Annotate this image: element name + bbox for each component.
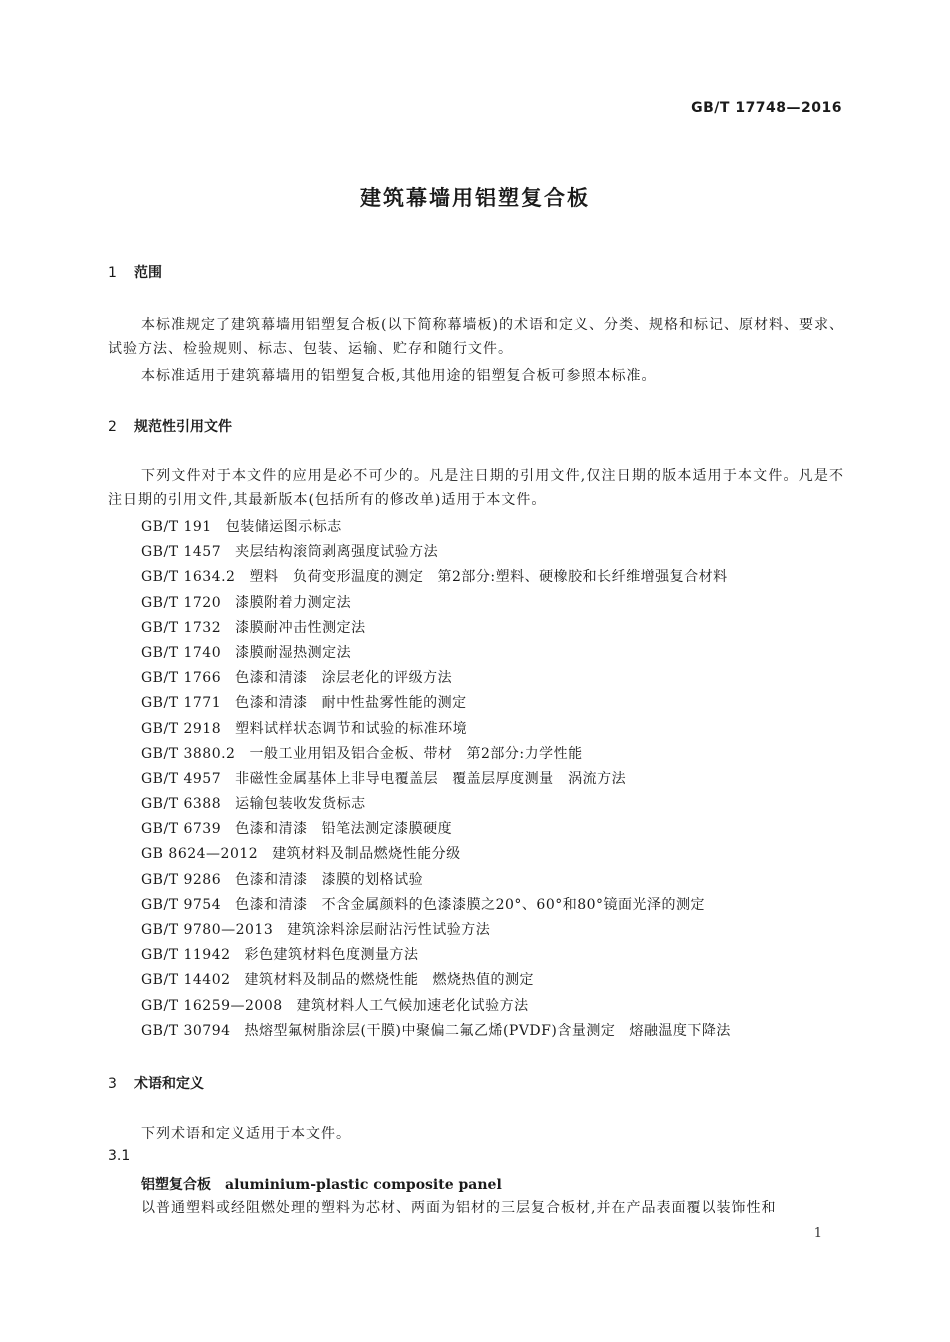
section-1-paragraph-1: 本标准规定了建筑幕墙用铝塑复合板(以下简称幕墙板)的术语和定义、分类、规格和标记、原材料、要求、试验方法、检验规则、标志、包装、运输、贮存和随行文件。 <box>108 317 844 357</box>
reference-code: GB/T 2918 <box>141 720 222 737</box>
reference-item <box>141 994 841 1019</box>
section-1-heading <box>108 262 162 282</box>
reference-code: GB/T 1766 <box>141 670 222 687</box>
section-1-paragraph-2: 本标准适用于建筑幕墙用的铝塑复合板,其他用途的铝塑复合板可参照本标准。 <box>141 368 657 384</box>
page-number: 1 <box>813 1226 822 1241</box>
reference-title: 热熔型氟树脂涂层(干膜)中聚偏二氟乙烯(PVDF)含量测定 <box>244 1022 616 1039</box>
reference-title: 建筑材料及制品的燃烧性能 <box>244 972 419 989</box>
reference-code: GB/T 1740 <box>141 644 222 661</box>
reference-title: 建筑材料人工气候加速老化试验方法 <box>296 997 529 1014</box>
reference-code: GB/T 4957 <box>141 770 222 787</box>
reference-title: 漆膜附着力测定法 <box>235 594 352 611</box>
reference-item <box>141 968 841 993</box>
section-3-heading <box>108 1073 204 1093</box>
reference-subtitle: 覆盖层厚度测量 涡流方法 <box>452 770 627 787</box>
term-number: 3.1 <box>108 1148 131 1164</box>
term-chinese: 铝塑复合板 <box>141 1177 211 1193</box>
reference-item <box>141 591 841 616</box>
reference-code: GB/T 14402 <box>141 972 231 989</box>
reference-subtitle: 漆膜的划格试验 <box>321 871 424 888</box>
term-heading <box>141 1174 502 1194</box>
reference-item <box>141 842 841 867</box>
reference-item <box>141 893 841 918</box>
reference-item <box>141 918 841 943</box>
section-title: 范围 <box>134 265 162 281</box>
reference-item <box>141 691 841 716</box>
section-2-heading <box>108 416 232 436</box>
reference-item <box>141 717 841 742</box>
reference-item <box>141 792 841 817</box>
reference-list <box>141 515 841 1044</box>
reference-subtitle: 第2部分:力学性能 <box>466 745 583 762</box>
reference-code: GB/T 9780—2013 <box>141 922 274 938</box>
reference-title: 色漆和清漆 <box>235 670 308 687</box>
reference-subtitle: 熔融温度下降法 <box>629 1022 731 1039</box>
term-english: aluminium-plastic composite panel <box>225 1177 502 1193</box>
reference-code: GB/T 6388 <box>141 796 222 813</box>
section-3-intro: 下列术语和定义适用于本文件。 <box>141 1126 351 1142</box>
section-title: 规范性引用文件 <box>134 419 232 435</box>
reference-item <box>141 540 841 565</box>
reference-code: GB/T 191 <box>141 519 212 535</box>
reference-subtitle: 铅笔法测定漆膜硬度 <box>321 821 453 838</box>
reference-code: GB/T 3880.2 <box>141 745 236 762</box>
reference-item <box>141 767 841 792</box>
reference-item <box>141 1019 841 1044</box>
reference-code: GB/T 1771 <box>141 695 222 712</box>
reference-code: GB/T 16259—2008 <box>141 997 283 1014</box>
section-number: 1 <box>108 265 117 281</box>
reference-title: 漆膜耐湿热测定法 <box>235 644 352 661</box>
reference-title: 色漆和清漆 <box>235 896 308 913</box>
reference-code: GB/T 1457 <box>141 544 222 561</box>
reference-subtitle: 第2部分:塑料、硬橡胶和长纤维增强复合材料 <box>437 569 728 586</box>
reference-item <box>141 616 841 641</box>
section-title: 术语和定义 <box>134 1076 204 1092</box>
reference-title: 夹层结构滚筒剥离强度试验方法 <box>235 544 439 561</box>
section-number: 3 <box>108 1076 117 1092</box>
section-number: 2 <box>108 419 117 435</box>
reference-title: 一般工业用铝及铝合金板、带材 <box>249 745 453 762</box>
reference-title: 非磁性金属基体上非导电覆盖层 <box>235 770 439 787</box>
reference-code: GB/T 9754 <box>141 896 222 913</box>
reference-code: GB/T 6739 <box>141 821 222 838</box>
reference-title: 建筑涂料涂层耐沾污性试验方法 <box>287 922 491 938</box>
reference-subtitle: 不含金属颜料的色漆漆膜之20°、60°和80°镜面光泽的测定 <box>321 896 706 913</box>
reference-title: 色漆和清漆 <box>235 821 308 838</box>
reference-code: GB/T 1720 <box>141 594 222 611</box>
reference-subtitle: 耐中性盐雾性能的测定 <box>321 695 467 712</box>
term-definition: 以普通塑料或经阻燃处理的塑料为芯材、两面为铝材的三层复合板材,并在产品表面覆以装饰性和 <box>141 1200 777 1216</box>
reference-code: GB/T 9286 <box>141 871 222 888</box>
reference-item <box>141 565 841 590</box>
reference-title: 色漆和清漆 <box>235 871 308 888</box>
reference-title: 运输包装收发货标志 <box>235 796 366 813</box>
reference-item <box>141 641 841 666</box>
reference-subtitle: 燃烧热值的测定 <box>432 972 535 989</box>
reference-code: GB/T 30794 <box>141 1022 231 1039</box>
standard-code: GB/T 17748—2016 <box>691 100 842 116</box>
reference-subtitle: 涂层老化的评级方法 <box>321 670 453 687</box>
reference-item <box>141 943 841 968</box>
reference-title: 塑料试样状态调节和试验的标准环境 <box>235 720 468 737</box>
section-2-intro: 下列文件对于本文件的应用是必不可少的。凡是注日期的引用文件,仅注日期的版本适用于本文件。凡是不注日期的引用文件,其最新版本(包括所有的修改单)适用于本文件。 <box>108 468 844 508</box>
reference-code: GB/T 11942 <box>141 947 231 964</box>
reference-item <box>141 666 841 691</box>
reference-title: 彩色建筑材料色度测量方法 <box>244 947 419 964</box>
reference-item <box>141 868 841 893</box>
reference-title: 塑料 负荷变形温度的测定 <box>249 569 424 586</box>
reference-item <box>141 742 841 767</box>
document-title: 建筑幕墙用铝塑复合板 <box>360 186 590 210</box>
reference-title: 漆膜耐冲击性测定法 <box>235 619 366 636</box>
reference-title: 建筑材料及制品燃烧性能分级 <box>272 846 461 863</box>
reference-item <box>141 817 841 842</box>
reference-item <box>141 515 841 540</box>
reference-code: GB/T 1732 <box>141 619 222 636</box>
reference-code: GB/T 1634.2 <box>141 569 236 586</box>
reference-title: 色漆和清漆 <box>235 695 308 712</box>
reference-code: GB 8624—2012 <box>141 846 259 863</box>
reference-title: 包装储运图示标志 <box>225 519 342 535</box>
